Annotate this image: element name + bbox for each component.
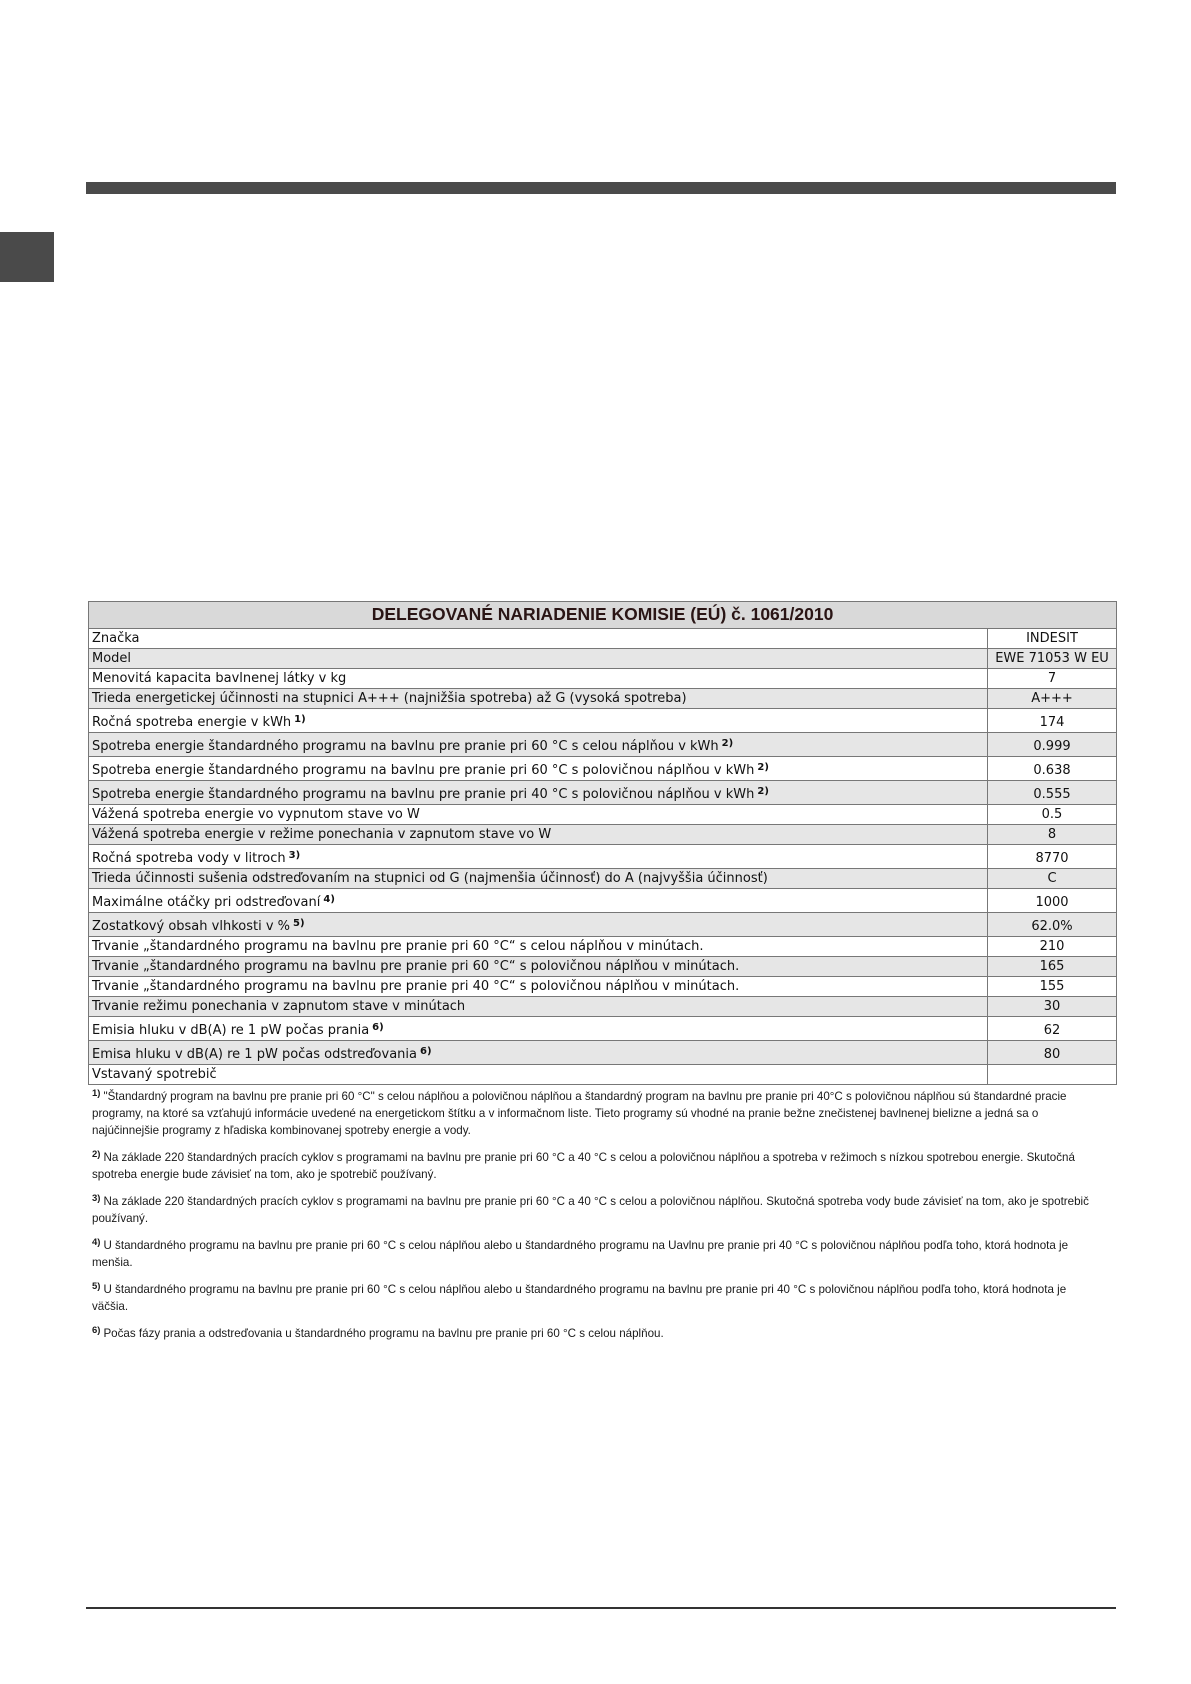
table-row	[89, 689, 1117, 709]
table-row	[89, 1041, 1117, 1065]
row-value: 62	[988, 1017, 1117, 1041]
row-label	[89, 997, 988, 1017]
row-value: C	[988, 869, 1117, 889]
footnote-text: Na základe 220 štandardných pracích cyklov s programami na bavlnu pre pranie pri 60 °C a 40 °C s celou a polovičnou náplňou. Skutočná spotreba vody bude závisieť na tom, ako je spotrebič používaný.	[92, 1195, 1089, 1225]
footnote-mark: 4)	[92, 1237, 101, 1248]
table-row	[89, 805, 1117, 825]
row-label	[89, 689, 988, 709]
footnote-mark: 6)	[92, 1325, 101, 1336]
footnote	[92, 1325, 1092, 1342]
footnote-ref: 1)	[294, 713, 306, 725]
footnote-ref: 4)	[323, 893, 335, 905]
table-row	[89, 649, 1117, 669]
row-label-text: Emisa hluku v dB(A) re 1 pW počas odstreďovania	[92, 1046, 417, 1062]
footnote	[92, 1088, 1092, 1139]
footnote-mark: 3)	[92, 1193, 101, 1204]
row-value: 8	[988, 825, 1117, 845]
row-label	[89, 913, 988, 937]
row-label	[89, 957, 988, 977]
row-label-text: Trvanie „štandardného programu na bavlnu pre pranie pri 60 °C“ s polovičnou náplňou v minútach.	[92, 958, 740, 974]
row-label	[89, 781, 988, 805]
table-row	[89, 845, 1117, 869]
row-label	[89, 869, 988, 889]
row-value: 1000	[988, 889, 1117, 913]
row-label	[89, 1017, 988, 1041]
footer-rule	[86, 1607, 1116, 1609]
footnote	[92, 1149, 1092, 1183]
footnote-text: "Štandardný program na bavlnu pre pranie pri 60 °C" s celou náplňou a polovičnou náplňou a štandardný program na bavlnu pre pranie pri 40°C s polovičnou náplňou sú štandardné pracie programy, na ktoré sa vzťahujú informácie uvedené na energetickom štítku a v informačnom liste. Tieto programy sú vhodné na pranie bežne znečistenej bavlnenej bielizne a jedná sa o najúčinnejšie programy z hľadiska kombinovanej spotreby energie a vody.	[92, 1090, 1067, 1137]
row-label	[89, 977, 988, 997]
footnote-mark: 5)	[92, 1281, 101, 1292]
row-value: 0.555	[988, 781, 1117, 805]
row-value: 0.638	[988, 757, 1117, 781]
row-label-text: Spotreba energie štandardného programu na bavlnu pre pranie pri 60 °C s polovičnou náplňou v kWh	[92, 762, 755, 778]
table-row	[89, 997, 1117, 1017]
row-label-text: Trieda energetickej účinnosti na stupnici A+++ (najnižšia spotreba) až G (vysoká spotreba)	[92, 690, 687, 706]
row-value: 165	[988, 957, 1117, 977]
row-value: 155	[988, 977, 1117, 997]
table-row	[89, 937, 1117, 957]
row-label-text: Spotreba energie štandardného programu na bavlnu pre pranie pri 60 °C s celou náplňou v kWh	[92, 738, 719, 754]
row-label	[89, 709, 988, 733]
header-bar	[86, 182, 1116, 194]
table-row	[89, 1017, 1117, 1041]
table-row	[89, 869, 1117, 889]
footnote	[92, 1281, 1092, 1315]
row-label-text: Trieda účinnosti sušenia odstreďovaním na stupnici od G (najmenšia účinnosť) do A (najvyššia účinnosť)	[92, 870, 768, 886]
table-row	[89, 781, 1117, 805]
row-value: 210	[988, 937, 1117, 957]
footnote-text: U štandardného programu na bavlnu pre pranie pri 60 °C s celou náplňou alebo u štandardného programu na Uavlnu pre pranie pri 40 °C s polovičnou náplňou podľa toho, ktorá hodnota je menšia.	[92, 1239, 1069, 1269]
table-row	[89, 709, 1117, 733]
footnote-ref: 3)	[288, 849, 301, 861]
row-label	[89, 757, 988, 781]
footnote	[92, 1237, 1092, 1271]
row-value: 8770	[988, 845, 1117, 869]
row-label-text: Spotreba energie štandardného programu na bavlnu pre pranie pri 40 °C s polovičnou náplňou v kWh	[92, 786, 755, 802]
footnote-text: Na základe 220 štandardných pracích cyklov s programami na bavlnu pre pranie pri 60 °C a 40 °C s celou a polovičnou náplňou a spotreba v režimoch s nízkou spotrebou energie. Skutočná spotreba energie bude závisieť na tom, ako je spotrebič používaný.	[92, 1151, 1075, 1181]
row-label	[89, 649, 988, 669]
row-label	[89, 669, 988, 689]
row-value: 174	[988, 709, 1117, 733]
row-label	[89, 937, 988, 957]
row-label	[89, 733, 988, 757]
row-label	[89, 805, 988, 825]
table-row	[89, 669, 1117, 689]
footnote-text: U štandardného programu na bavlnu pre pranie pri 60 °C s celou náplňou alebo u štandardného programu na bavlnu pre pranie pri 40 °C s polovičnou náplňou podľa toho, ktorá hodnota je väčšia.	[92, 1283, 1067, 1313]
row-label	[89, 1041, 988, 1065]
table-row	[89, 825, 1117, 845]
row-label	[89, 629, 988, 649]
row-label-text: Zostatkový obsah vlhkosti v %	[92, 918, 291, 934]
table-row	[89, 757, 1117, 781]
footnote-ref: 2)	[757, 761, 769, 773]
row-label-text: Vstavaný spotrebič	[92, 1066, 217, 1082]
row-label-text: Ročná spotreba vody v litroch	[92, 850, 286, 866]
row-value: 7	[988, 669, 1117, 689]
row-label-text: Vážená spotreba energie v režime ponechania v zapnutom stave vo W	[92, 826, 552, 842]
row-label-text: Menovitá kapacita bavlnenej látky v kg	[92, 670, 347, 686]
row-label-text: Trvanie režimu ponechania v zapnutom stave v minútach	[92, 998, 466, 1014]
regulation-table-container	[88, 601, 1116, 1085]
row-value: EWE 71053 W EU	[988, 649, 1117, 669]
footnote-ref: 5)	[293, 917, 305, 929]
footnote-ref: 6)	[372, 1021, 384, 1033]
row-value: 0.999	[988, 733, 1117, 757]
table-row	[89, 957, 1117, 977]
row-label-text: Značka	[92, 630, 140, 646]
footnote-mark: 2)	[92, 1149, 101, 1160]
row-label-text: Ročná spotreba energie v kWh	[92, 714, 292, 730]
row-label-text: Maximálne otáčky pri odstreďovaní	[92, 894, 321, 910]
table-row	[89, 889, 1117, 913]
footnote-text: Počas fázy prania a odstreďovania u štandardného programu na bavlnu pre pranie pri 60 °C s celou náplňou.	[103, 1327, 664, 1340]
row-value: INDESIT	[988, 629, 1117, 649]
table-row	[89, 1065, 1117, 1085]
footnote	[92, 1193, 1092, 1227]
footnote-ref: 2)	[757, 785, 769, 797]
row-value: 80	[988, 1041, 1117, 1065]
regulation-table	[88, 601, 1117, 1085]
table-row	[89, 629, 1117, 649]
table-title: DELEGOVANÉ NARIADENIE KOMISIE (EÚ) č. 1061/2010	[89, 602, 1117, 629]
row-value: 30	[988, 997, 1117, 1017]
row-label-text: Vážená spotreba energie vo vypnutom stave vo W	[92, 806, 420, 822]
side-tab-marker	[0, 232, 54, 282]
row-label	[89, 845, 988, 869]
row-value	[988, 1065, 1117, 1085]
row-label-text: Emisia hluku v dB(A) re 1 pW počas prania	[92, 1022, 370, 1038]
row-value: A+++	[988, 689, 1117, 709]
row-label-text: Model	[92, 650, 132, 666]
row-label	[89, 889, 988, 913]
table-row	[89, 733, 1117, 757]
footnote-ref: 6)	[420, 1045, 432, 1057]
table-body	[89, 629, 1117, 1085]
row-value: 62.0%	[988, 913, 1117, 937]
row-label	[89, 825, 988, 845]
row-label-text: Trvanie „štandardného programu na bavlnu pre pranie pri 40 °C“ s polovičnou náplňou v minútach.	[92, 978, 740, 994]
footnote-ref: 2)	[721, 737, 734, 749]
footnote-mark: 1)	[92, 1088, 101, 1099]
row-label-text: Trvanie „štandardného programu na bavlnu pre pranie pri 60 °C“ s celou náplňou v minútach.	[92, 938, 704, 954]
row-value: 0.5	[988, 805, 1117, 825]
row-label	[89, 1065, 988, 1085]
footnotes	[92, 1088, 1092, 1352]
table-row	[89, 913, 1117, 937]
table-row	[89, 977, 1117, 997]
